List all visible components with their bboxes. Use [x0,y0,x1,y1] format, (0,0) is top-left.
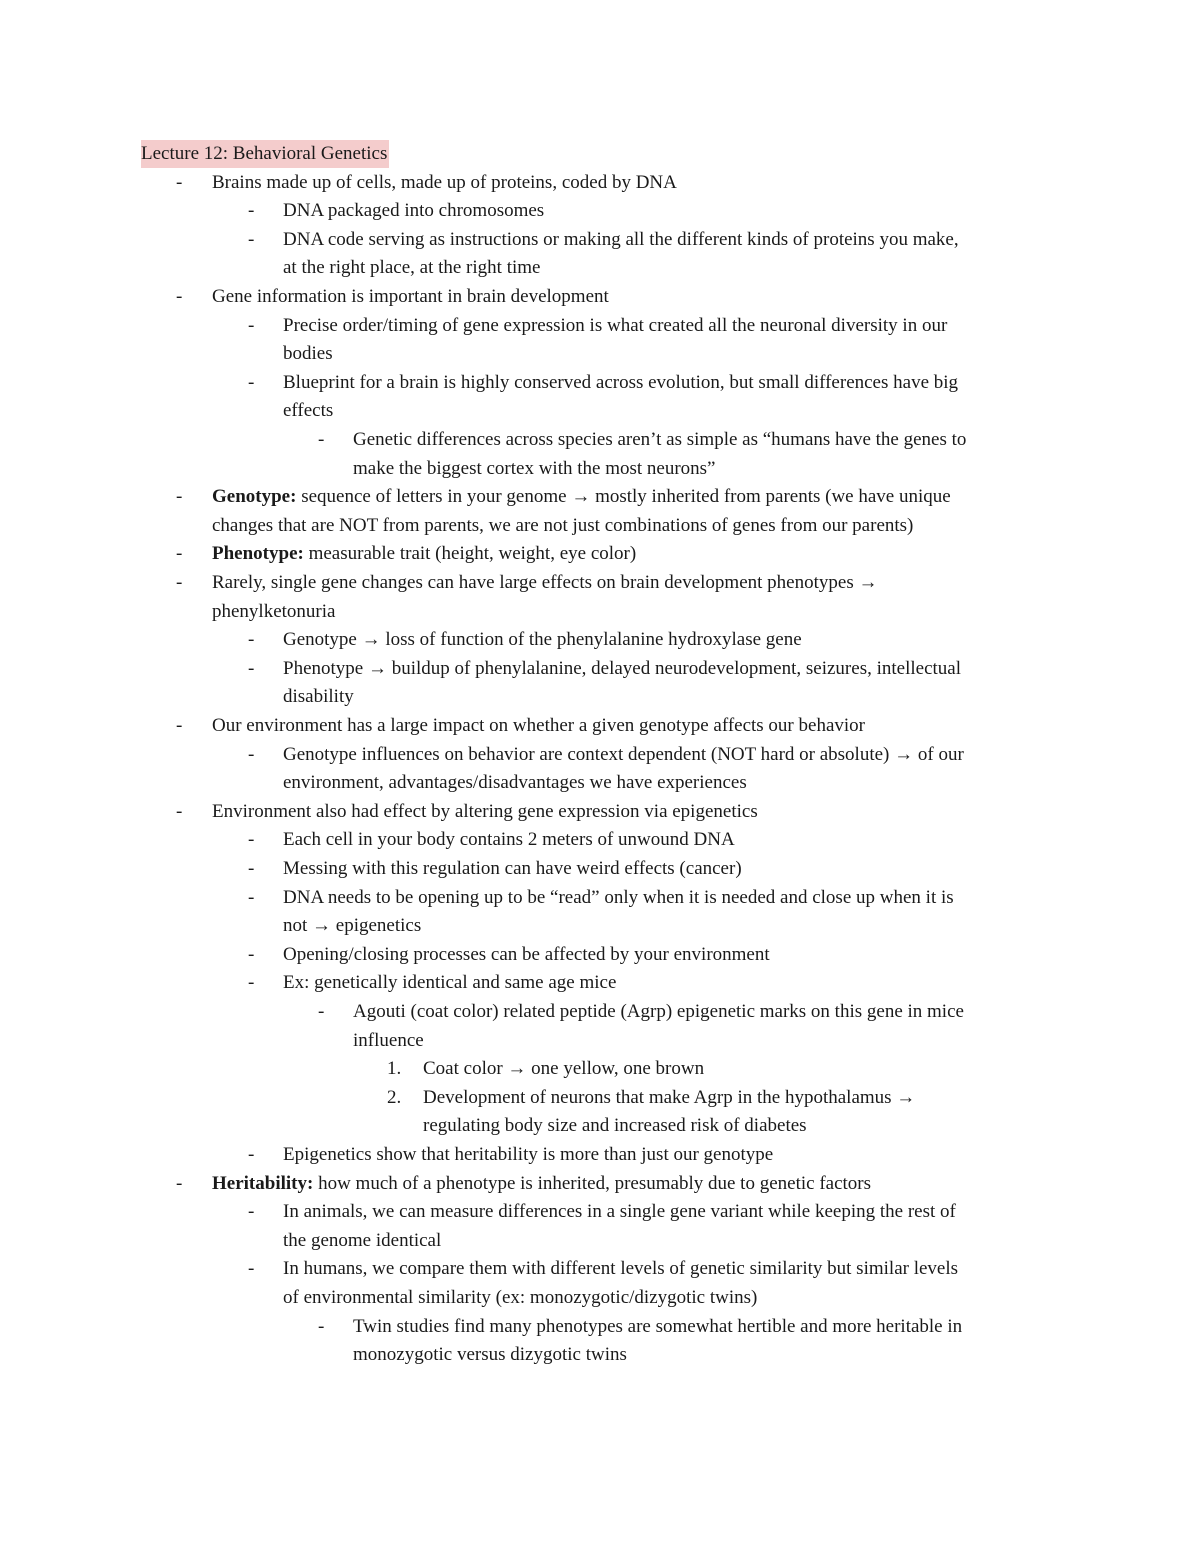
bullet-dash: - [318,1000,325,1022]
list-item [0,426,1200,455]
item-text: Ex: genetically identical and same age mice [283,972,617,994]
item-text: disability [283,686,354,708]
list-item [0,483,1200,512]
item-text: Gene information is important in brain development [212,285,609,307]
bullet-dash: - [248,1258,255,1280]
term-label: Phenotype: [212,543,304,565]
list-item [0,626,1200,655]
item-text: Our environment has a large impact on whether a given genotype affects our behavior [212,714,865,736]
list-item [0,1170,1200,1199]
list-item [0,941,1200,970]
list-item-text [283,969,616,998]
list-item [0,969,1200,998]
list-item-text [283,826,735,855]
bullet-dash: - [248,886,255,908]
list-item-text [212,712,865,741]
bullet-dash: - [248,1201,255,1223]
list-item-text [423,1084,915,1113]
list-item [0,1198,1200,1227]
list-item [0,369,1200,398]
list-item-text [283,1198,956,1227]
list-item [0,598,1200,627]
item-text: Opening/closing processes can be affected by your environment [283,943,770,965]
bullet-dash: - [248,829,255,851]
item-text: regulating body size and increased risk of diabetes [423,1115,807,1137]
item-text: Coat color → one yellow, one brown [423,1058,705,1080]
bullet-dash: - [248,657,255,679]
item-text: Genotype → loss of function of the phenylalanine hydroxylase gene [283,629,802,651]
bullet-dash: - [248,314,255,336]
list-item [0,884,1200,913]
item-text: Environment also had effect by altering gene expression via epigenetics [212,800,758,822]
list-item-text [353,998,964,1027]
list-item-text [353,1341,627,1370]
item-text: influence [353,1029,424,1051]
item-text: how much of a phenotype is inherited, presumably due to genetic factors [313,1172,872,1194]
list-item-text [353,1027,424,1056]
list-item [0,1284,1200,1313]
list-item [0,798,1200,827]
bullet-dash: - [176,543,183,565]
list-item-text [283,626,802,655]
item-text: Each cell in your body contains 2 meters of unwound DNA [283,829,735,851]
list-number: 1. [387,1058,402,1080]
list-item [0,1313,1200,1342]
bullet-dash: - [248,228,255,250]
list-item-text [423,1055,704,1084]
list-item-text [212,169,677,198]
bullet-dash: - [248,371,255,393]
list-item [0,655,1200,684]
list-item [0,912,1200,941]
list-item-text [212,540,636,569]
list-item-text [283,683,354,712]
list-item-text [283,254,540,283]
bullet-dash: - [318,1315,325,1337]
item-text: of environmental similarity (ex: monozygotic/dizygotic twins) [283,1286,758,1308]
list-item [0,855,1200,884]
list-item [0,512,1200,541]
list-item-text [283,197,544,226]
item-text: Phenotype → buildup of phenylalanine, delayed neurodevelopment, seizures, intellectual [283,657,961,679]
bullet-dash: - [176,571,183,593]
bullet-dash: - [176,486,183,508]
list-item-text [283,397,333,426]
list-item-text [283,941,770,970]
list-item [0,741,1200,770]
list-item [0,226,1200,255]
item-text: Agouti (coat color) related peptide (Agrp) epigenetic marks on this gene in mice [353,1000,964,1022]
list-item-text [353,1313,962,1342]
item-text: phenylketonuria [212,600,336,622]
item-text: sequence of letters in your genome → mostly inherited from parents (we have unique [296,486,951,508]
item-text: measurable trait (height, weight, eye color) [303,543,637,565]
list-number: 2. [387,1086,402,1108]
term-label: Genotype: [212,486,297,508]
list-item-text [212,598,335,627]
list-item-text [283,741,964,770]
list-item [0,998,1200,1027]
list-item [0,1112,1200,1141]
list-item [0,1255,1200,1284]
item-text: bodies [283,343,333,365]
item-text: In animals, we can measure differences in a single gene variant while keeping the rest of [283,1201,956,1223]
bullet-dash: - [176,714,183,736]
list-item-text [283,1227,441,1256]
list-item-text [353,455,716,484]
list-item-text [283,1141,773,1170]
list-item-text [353,426,966,455]
item-text: monozygotic versus dizygotic twins [353,1344,627,1366]
term-label: Heritability: [212,1172,314,1194]
bullet-dash: - [248,743,255,765]
list-item-text [212,1170,871,1199]
list-item [0,712,1200,741]
bullet-dash: - [248,857,255,879]
bullet-dash: - [248,629,255,651]
bullet-dash: - [176,285,183,307]
bullet-dash: - [248,200,255,222]
list-item [0,312,1200,341]
item-text: Twin studies find many phenotypes are somewhat hertible and more heritable in [353,1315,963,1337]
item-text: Development of neurons that make Agrp in the hypothalamus → [423,1086,916,1108]
list-item-text [212,512,913,541]
item-text: Genetic differences across species aren’t as simple as “humans have the genes to [353,428,967,450]
list-item-text [283,884,954,913]
list-item [0,769,1200,798]
item-text: Epigenetics show that heritability is more than just our genotype [283,1143,774,1165]
list-item [0,1055,1200,1084]
list-item-text [212,798,758,827]
item-text: Genotype influences on behavior are context dependent (NOT hard or absolute) → of our [283,743,964,765]
item-text: DNA code serving as instructions or making all the different kinds of proteins you make, [283,228,959,250]
bullet-dash: - [176,171,183,193]
list-item-text [212,483,951,512]
list-item [0,455,1200,484]
item-text: Brains made up of cells, made up of proteins, coded by DNA [212,171,677,193]
list-item [0,683,1200,712]
bullet-dash: - [248,972,255,994]
list-item-text [283,226,959,255]
list-item [0,197,1200,226]
bullet-dash: - [318,428,325,450]
list-item-text [212,283,609,312]
bullet-dash: - [176,1172,183,1194]
list-item [0,826,1200,855]
list-item [0,1341,1200,1370]
list-item [0,540,1200,569]
item-text: Rarely, single gene changes can have large effects on brain development phenotypes → [212,571,878,593]
item-text: Blueprint for a brain is highly conserved across evolution, but small differences have big [283,371,959,393]
list-item-text [283,655,961,684]
list-item-text [283,312,947,341]
list-item-text [283,855,742,884]
item-text: make the biggest cortex with the most neurons” [353,457,716,479]
list-item-text [423,1112,807,1141]
list-item [0,283,1200,312]
item-text: DNA needs to be opening up to be “read” only when it is needed and close up when it is [283,886,954,908]
list-item [0,340,1200,369]
bullet-dash: - [176,800,183,822]
item-text: In humans, we compare them with different levels of genetic similarity but similar levels [283,1258,959,1280]
list-item [0,397,1200,426]
list-item-text [283,1255,958,1284]
list-item [0,1141,1200,1170]
list-item-text [283,912,421,941]
list-item [0,1084,1200,1113]
list-item [0,1227,1200,1256]
bullet-dash: - [248,943,255,965]
page-title: Lecture 12: Behavioral Genetics [141,140,389,168]
item-text: at the right place, at the right time [283,257,541,279]
item-text: DNA packaged into chromosomes [283,200,545,222]
list-item [0,1027,1200,1056]
bullet-dash: - [248,1143,255,1165]
list-item-text [283,1284,757,1313]
list-item-text [212,569,877,598]
list-item [0,169,1200,198]
item-text: effects [283,400,334,422]
item-text: Messing with this regulation can have weird effects (cancer) [283,857,742,879]
item-text: changes that are NOT from parents, we are not just combinations of genes from our parents) [212,514,914,536]
list-item-text [283,369,958,398]
item-text: Precise order/timing of gene expression is what created all the neuronal diversity in our [283,314,948,336]
item-text: the genome identical [283,1229,442,1251]
item-text: environment, advantages/disadvantages we have experiences [283,772,747,794]
list-item-text [283,340,333,369]
list-item [0,569,1200,598]
item-text: not → epigenetics [283,915,422,937]
list-item [0,254,1200,283]
list-item-text [283,769,747,798]
